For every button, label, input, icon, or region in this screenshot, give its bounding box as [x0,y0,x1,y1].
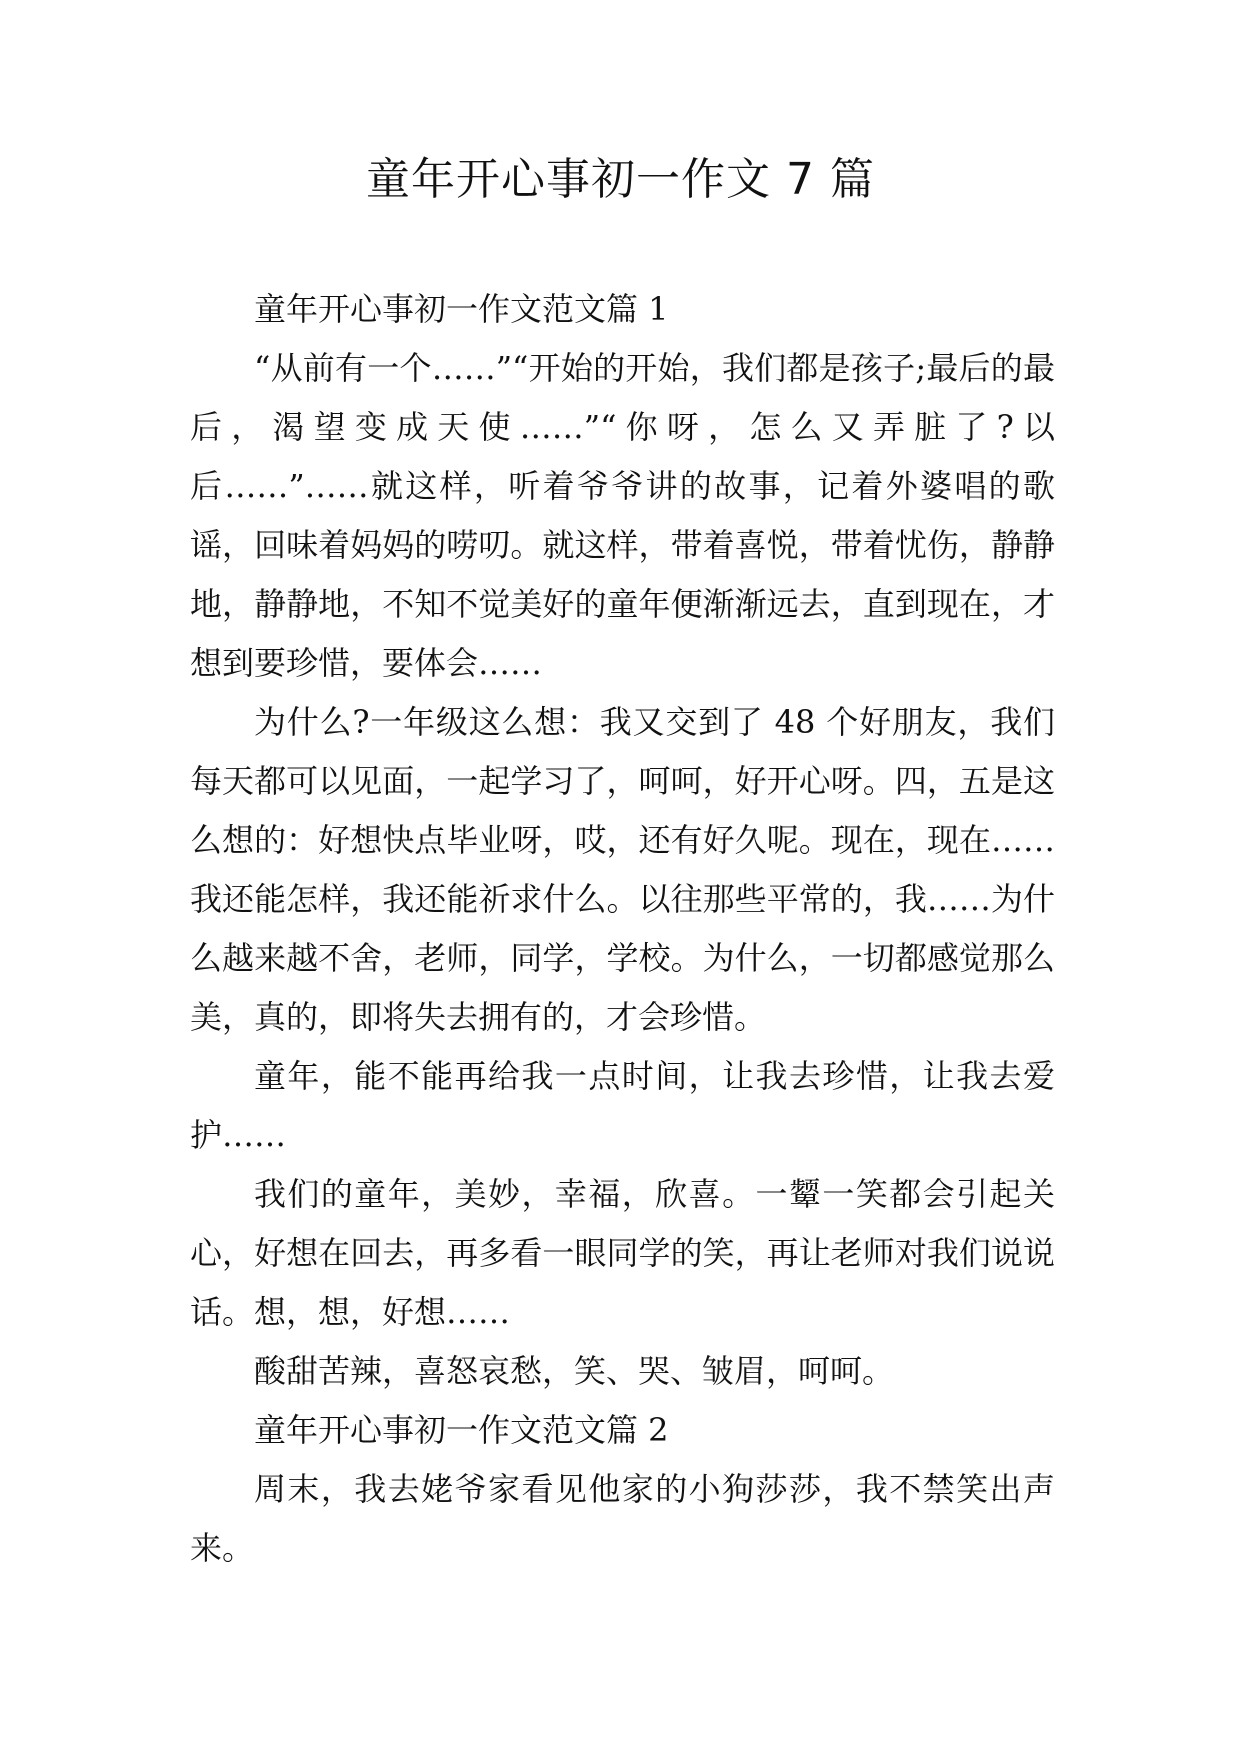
section-heading-1: 童年开心事初一作文范文篇 1 [254,290,669,328]
paragraph: “从前有一个……”“开始的开始，我们都是孩子;最后的最后，渴望变成天使……”“你呀，怎么又弄脏了?以后……”……就这样，听着爷爷讲的故事，记着外婆唱的歌谣，回味着妈妈的唠叨。就这样，带着喜悦，带着忧伤，静静地，静静地，不知不觉美好的童年便渐渐远去，直到现在，才想到要珍惜，要体会…… [190,349,1055,682]
paragraph: 酸甜苦辣，喜怒哀愁，笑、哭、皱眉，呵呵。 [254,1352,895,1390]
document-body [190,280,1055,1578]
paragraph: 为什么?一年级这么想：我又交到了 48 个好朋友，我们每天都可以见面，一起学习了，呵呵，好开心呀。四，五是这么想的：好想快点毕业呀，哎，还有好久呢。现在，现在……我还能怎样，我还能祈求什么。以往那些平常的，我……为什么越来越不舍，老师，同学，学校。为什么，一切都感觉那么美，真的，即将失去拥有的，才会珍惜。 [190,703,1055,1036]
document-title: 童年开心事初一作文 7 篇 [366,154,875,205]
paragraph: 我们的童年，美妙，幸福，欣喜。一颦一笑都会引起关心，好想在回去，再多看一眼同学的笑，再让老师对我们说说话。想，想，好想…… [190,1175,1055,1331]
paragraph: 童年，能不能再给我一点时间，让我去珍惜，让我去爱护…… [190,1057,1055,1154]
section-heading-2: 童年开心事初一作文范文篇 2 [254,1411,669,1449]
paragraph: 周末，我去姥爷家看见他家的小狗莎莎，我不禁笑出声来。 [190,1470,1055,1567]
